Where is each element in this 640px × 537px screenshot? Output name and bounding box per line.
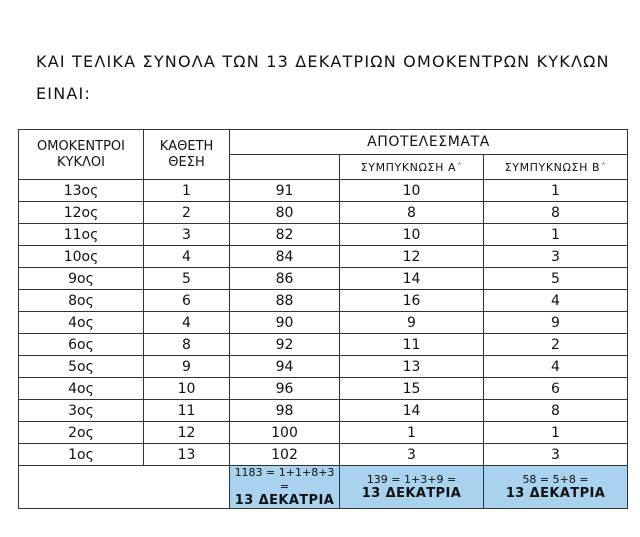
circle-cell: 11ος (19, 224, 144, 246)
position-cell: 4 (144, 312, 230, 334)
position-cell: 5 (144, 268, 230, 290)
total-cell (484, 466, 628, 509)
table-row (19, 444, 628, 466)
value-cell: 82 (230, 224, 340, 246)
total-result: 13 ΔΕΚΑΤΡΙΑ (234, 493, 335, 508)
total-result: 13 ΔΕΚΑΤΡΙΑ (361, 486, 462, 501)
table-row (19, 378, 628, 400)
table-row (19, 422, 628, 444)
circle-cell: 4ος (19, 312, 144, 334)
position-cell: 13 (144, 444, 230, 466)
position-cell: 8 (144, 334, 230, 356)
value-cell: 90 (230, 312, 340, 334)
table-row (19, 400, 628, 422)
condensation-a-cell: 10 (340, 224, 484, 246)
value-cell: 86 (230, 268, 340, 290)
circle-cell: 6ος (19, 334, 144, 356)
position-cell: 4 (144, 246, 230, 268)
table-body (19, 180, 628, 466)
circle-cell: 2ος (19, 422, 144, 444)
circle-cell: 12ος (19, 202, 144, 224)
total-formula: 1183 = 1+1+8+3 = (234, 466, 335, 493)
circle-cell: 5ος (19, 356, 144, 378)
total-result: 13 ΔΕΚΑΤΡΙΑ (505, 486, 606, 501)
condensation-b-cell: 8 (484, 400, 628, 422)
condensation-b-cell: 4 (484, 290, 628, 312)
table-row (19, 180, 628, 202)
condensation-a-cell: 10 (340, 180, 484, 202)
header-results: ΑΠΟΤΕΛΕΣΜΑΤΑ (230, 130, 628, 155)
value-cell: 80 (230, 202, 340, 224)
condensation-a-cell: 11 (340, 334, 484, 356)
condensation-a-cell: 16 (340, 290, 484, 312)
value-cell: 96 (230, 378, 340, 400)
circle-cell: 4ος (19, 378, 144, 400)
condensation-b-cell: 1 (484, 422, 628, 444)
table-row (19, 334, 628, 356)
circle-cell: 8ος (19, 290, 144, 312)
position-cell: 10 (144, 378, 230, 400)
total-cell (340, 466, 484, 509)
condensation-a-cell: 13 (340, 356, 484, 378)
position-cell: 11 (144, 400, 230, 422)
condensation-a-cell: 15 (340, 378, 484, 400)
value-cell: 100 (230, 422, 340, 444)
position-cell: 12 (144, 422, 230, 444)
position-cell: 9 (144, 356, 230, 378)
condensation-b-cell: 3 (484, 444, 628, 466)
position-cell: 1 (144, 180, 230, 202)
condensation-a-cell: 14 (340, 400, 484, 422)
header-condensation-b: ΣΥΜΠΥΚΝΩΣΗ Β΄ (484, 155, 628, 180)
table-row (19, 224, 628, 246)
header-vertical-position: ΚΑΘΕΤΗ ΘΕΣΗ (144, 130, 230, 180)
condensation-a-cell: 1 (340, 422, 484, 444)
value-cell: 102 (230, 444, 340, 466)
condensation-b-cell: 8 (484, 202, 628, 224)
table-row (19, 268, 628, 290)
value-cell: 91 (230, 180, 340, 202)
table-row (19, 312, 628, 334)
condensation-b-cell: 3 (484, 246, 628, 268)
table-row (19, 246, 628, 268)
value-cell: 98 (230, 400, 340, 422)
condensation-a-cell: 12 (340, 246, 484, 268)
total-cell (230, 466, 340, 509)
table-row (19, 202, 628, 224)
condensation-b-cell: 2 (484, 334, 628, 356)
circle-cell: 1ος (19, 444, 144, 466)
condensation-b-cell: 4 (484, 356, 628, 378)
header-concentric-circles: ΟΜΟΚΕΝΤΡΟΙ ΚΥΚΛΟΙ (19, 130, 144, 180)
position-cell: 3 (144, 224, 230, 246)
total-formula: 58 = 5+8 = (522, 473, 589, 486)
header-results-value (230, 155, 340, 180)
totals-row (19, 466, 628, 509)
condensation-b-cell: 1 (484, 180, 628, 202)
totals-blank-cell (19, 466, 230, 509)
intro-text: ΚΑΙ ΤΕΛΙΚΑ ΣΥΝΟΛΑ ΤΩΝ 13 ΔΕΚΑΤΡΙΩΝ ΟΜΟΚΕΝΤΡΩΝ ΚΥΚΛΩΝ ΕΙΝΑΙ: (36, 52, 610, 103)
condensation-a-cell: 14 (340, 268, 484, 290)
condensation-b-cell: 1 (484, 224, 628, 246)
total-formula: 139 = 1+3+9 = (366, 473, 457, 486)
circle-cell: 9ος (19, 268, 144, 290)
results-table (18, 129, 628, 509)
condensation-b-cell: 6 (484, 378, 628, 400)
circle-cell: 13ος (19, 180, 144, 202)
table-row (19, 290, 628, 312)
condensation-a-cell: 9 (340, 312, 484, 334)
table-row (19, 356, 628, 378)
condensation-a-cell: 3 (340, 444, 484, 466)
circle-cell: 10ος (19, 246, 144, 268)
value-cell: 94 (230, 356, 340, 378)
value-cell: 92 (230, 334, 340, 356)
position-cell: 2 (144, 202, 230, 224)
circle-cell: 3ος (19, 400, 144, 422)
value-cell: 84 (230, 246, 340, 268)
header-condensation-a: ΣΥΜΠΥΚΝΩΣΗ Α΄ (340, 155, 484, 180)
condensation-b-cell: 9 (484, 312, 628, 334)
position-cell: 6 (144, 290, 230, 312)
condensation-b-cell: 5 (484, 268, 628, 290)
value-cell: 88 (230, 290, 340, 312)
condensation-a-cell: 8 (340, 202, 484, 224)
